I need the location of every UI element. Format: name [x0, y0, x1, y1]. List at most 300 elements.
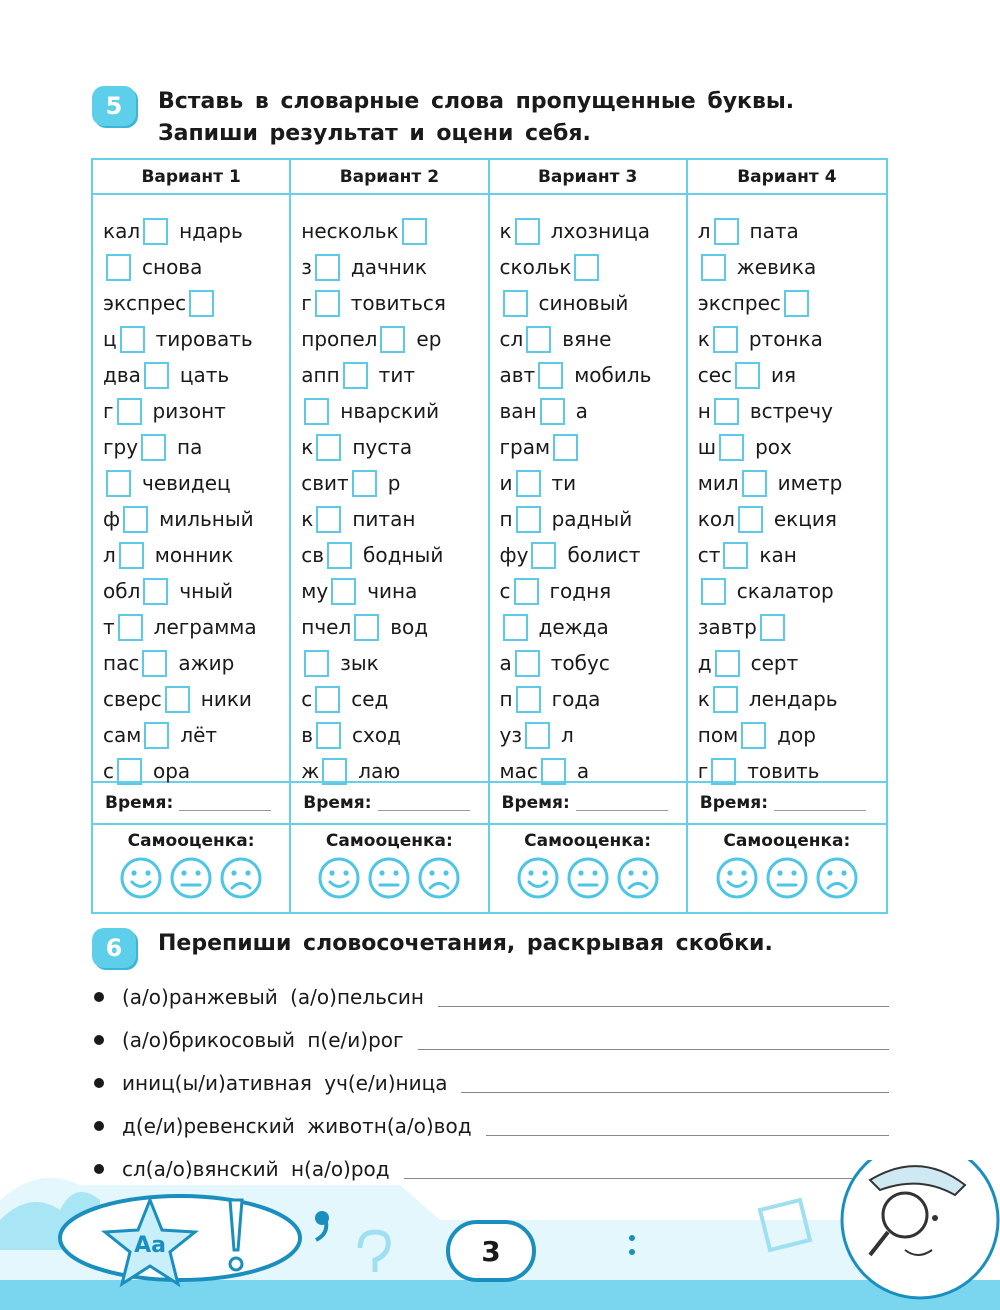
word-prefix: ц — [103, 327, 117, 351]
word-prefix: два — [103, 363, 141, 387]
word-suffix: мобиль — [574, 363, 652, 387]
missing-letter-box[interactable] — [503, 290, 528, 317]
word-prefix: пчел — [301, 615, 352, 639]
word-suffix: ия — [771, 363, 797, 387]
phrase-row — [94, 975, 889, 1018]
phrase-text: (а/о)брикосовый п(е/и)рог — [122, 1027, 404, 1052]
word-suffix: ер — [416, 327, 442, 351]
missing-letter-box[interactable] — [514, 578, 539, 605]
semicolon-icon — [629, 1235, 635, 1241]
missing-letter-box[interactable] — [304, 650, 329, 677]
word-suffix: чный — [179, 579, 234, 603]
word-prefix: д — [697, 651, 712, 675]
word-row — [500, 537, 686, 573]
word-prefix: к — [499, 219, 512, 243]
word-row — [698, 501, 886, 537]
word-list — [93, 195, 289, 783]
word-prefix: сл — [499, 327, 524, 351]
word-row — [103, 501, 289, 537]
word-row — [698, 213, 886, 249]
missing-letter-box[interactable] — [516, 686, 541, 713]
word-row — [500, 429, 686, 465]
word-prefix: уз — [499, 723, 522, 747]
word-suffix: лёт — [180, 723, 218, 747]
face-options — [715, 856, 859, 900]
word-row — [698, 573, 886, 609]
word-suffix: жевика — [736, 255, 817, 279]
word-row — [698, 609, 886, 645]
self-assessment-label: Самооценка: — [524, 831, 652, 851]
word-prefix: к — [301, 435, 314, 459]
word-row — [103, 321, 289, 357]
word-suffix: ники — [200, 687, 252, 711]
word-suffix: серт — [750, 651, 799, 675]
word-row — [103, 429, 289, 465]
missing-letter-box[interactable] — [525, 722, 550, 749]
missing-letter-box[interactable] — [316, 506, 341, 533]
self-assessment — [490, 825, 686, 912]
word-row — [103, 573, 289, 609]
word-prefix: обл — [103, 579, 141, 603]
word-prefix: т — [103, 615, 115, 639]
missing-letter-box[interactable] — [538, 362, 563, 389]
missing-letter-box[interactable] — [117, 758, 142, 785]
missing-letter-box[interactable] — [515, 218, 540, 245]
bullet-icon — [94, 1035, 104, 1045]
time-input-line[interactable] — [378, 796, 470, 811]
word-row — [103, 465, 289, 501]
word-row — [301, 393, 487, 429]
missing-letter-box[interactable] — [117, 398, 142, 425]
word-suffix: р — [387, 471, 401, 495]
word-suffix: тировать — [155, 327, 253, 351]
missing-letter-box[interactable] — [143, 218, 168, 245]
self-assessment-label: Самооценка: — [325, 831, 453, 851]
word-prefix: мас — [499, 759, 538, 783]
missing-letter-box[interactable] — [541, 758, 566, 785]
variant-title: Вариант 2 — [291, 160, 487, 195]
variant-column — [291, 160, 489, 912]
word-row — [301, 249, 487, 285]
word-suffix: цать — [179, 363, 230, 387]
missing-letter-box[interactable] — [165, 686, 190, 713]
variant-title: Вариант 4 — [688, 160, 886, 195]
word-row — [698, 321, 886, 357]
missing-letter-box[interactable] — [719, 434, 744, 461]
word-suffix: ти — [551, 471, 577, 495]
word-suffix: вод — [390, 615, 429, 639]
missing-letter-box[interactable] — [380, 326, 405, 353]
word-suffix: па — [177, 435, 203, 459]
word-suffix: скалатор — [736, 579, 834, 603]
missing-letter-box[interactable] — [714, 218, 739, 245]
variant-title: Вариант 1 — [93, 160, 289, 195]
time-label: Время: — [501, 793, 570, 813]
word-prefix: г — [301, 291, 312, 315]
word-list — [291, 195, 487, 783]
happy-face-icon[interactable] — [317, 856, 361, 900]
missing-letter-box[interactable] — [741, 722, 766, 749]
word-prefix: г — [697, 759, 709, 783]
word-row — [500, 285, 686, 321]
word-prefix: му — [301, 579, 329, 603]
word-row — [698, 249, 886, 285]
word-row — [698, 717, 886, 753]
missing-letter-box[interactable] — [701, 578, 726, 605]
missing-letter-box[interactable] — [316, 434, 341, 461]
word-row — [301, 609, 487, 645]
word-row — [500, 609, 686, 645]
word-row — [698, 465, 886, 501]
word-row — [698, 285, 886, 321]
word-prefix: апп — [301, 363, 340, 387]
word-prefix: фу — [499, 543, 529, 567]
self-assessment-label: Самооценка: — [723, 831, 851, 851]
missing-letter-box[interactable] — [118, 614, 143, 641]
word-suffix: лхозница — [550, 219, 651, 243]
word-suffix: болист — [567, 543, 641, 567]
word-row — [500, 213, 686, 249]
word-suffix: снова — [142, 255, 203, 279]
word-prefix: а — [499, 651, 512, 675]
word-prefix: сес — [697, 363, 733, 387]
word-suffix: зык — [340, 651, 379, 675]
word-prefix: кол — [697, 507, 735, 531]
word-list — [490, 195, 686, 783]
word-row — [301, 285, 487, 321]
word-row — [500, 681, 686, 717]
missing-letter-box[interactable] — [738, 506, 763, 533]
variant-column — [688, 160, 886, 912]
word-prefix: пас — [103, 651, 140, 675]
word-suffix: дачник — [350, 255, 427, 279]
time-field — [93, 783, 289, 825]
task-6-header — [92, 928, 773, 968]
word-suffix: питан — [352, 507, 416, 531]
word-suffix: тобус — [550, 651, 610, 675]
word-prefix: скольк — [499, 255, 572, 279]
variant-column — [490, 160, 688, 912]
word-suffix: ажир — [178, 651, 235, 675]
word-row — [500, 465, 686, 501]
happy-face-icon[interactable] — [119, 856, 163, 900]
word-suffix: дежда — [538, 615, 609, 639]
missing-letter-box[interactable] — [714, 398, 739, 425]
word-suffix: рох — [755, 435, 792, 459]
word-suffix: пуста — [352, 435, 413, 459]
missing-letter-box[interactable] — [553, 434, 578, 461]
word-prefix: к — [697, 327, 710, 351]
word-row — [301, 573, 487, 609]
word-prefix: с — [499, 579, 511, 603]
missing-letter-box[interactable] — [315, 290, 340, 317]
word-prefix: свит — [301, 471, 349, 495]
word-prefix: с — [301, 687, 313, 711]
missing-letter-box[interactable] — [119, 542, 144, 569]
missing-letter-box[interactable] — [143, 578, 168, 605]
word-row — [500, 717, 686, 753]
word-suffix: мильный — [159, 507, 254, 531]
missing-letter-box[interactable] — [516, 506, 541, 533]
time-label: Время: — [699, 793, 769, 813]
missing-letter-box[interactable] — [322, 758, 347, 785]
word-prefix: и — [499, 471, 513, 495]
phrase-text: сл(а/о)вянский н(а/о)род — [122, 1156, 390, 1181]
word-prefix: авт — [499, 363, 536, 387]
word-row — [301, 465, 487, 501]
missing-letter-box[interactable] — [574, 254, 599, 281]
face-options — [516, 856, 660, 900]
missing-letter-box[interactable] — [343, 362, 368, 389]
word-suffix: сед — [351, 687, 389, 711]
missing-letter-box[interactable] — [503, 614, 528, 641]
word-row — [698, 537, 886, 573]
answer-line[interactable] — [461, 1072, 889, 1093]
missing-letter-box[interactable] — [723, 542, 748, 569]
task-5-instructions — [158, 86, 794, 150]
word-row — [500, 573, 686, 609]
phrase-row — [94, 1061, 889, 1104]
word-prefix: к — [697, 687, 710, 711]
missing-letter-box[interactable] — [304, 398, 329, 425]
word-prefix: грам — [499, 435, 551, 459]
neutral-face-icon[interactable] — [566, 856, 610, 900]
missing-letter-box[interactable] — [701, 254, 726, 281]
time-field — [291, 783, 487, 825]
word-suffix: а — [575, 399, 588, 423]
word-prefix: пропел — [301, 327, 378, 351]
word-prefix: сам — [103, 723, 142, 747]
word-suffix: бодный — [363, 543, 444, 567]
missing-letter-box[interactable] — [120, 326, 145, 353]
word-row — [500, 501, 686, 537]
phrase-text: иниц(ы/и)ативная уч(е/и)ница — [122, 1070, 448, 1095]
missing-letter-box[interactable] — [784, 290, 809, 317]
word-suffix: года — [551, 687, 601, 711]
word-row — [103, 681, 289, 717]
task-number-badge: 6 — [92, 928, 136, 968]
word-suffix: л — [560, 723, 574, 747]
word-suffix: годня — [549, 579, 612, 603]
word-prefix: завтр — [697, 615, 757, 639]
word-row — [103, 357, 289, 393]
missing-letter-box[interactable] — [144, 722, 169, 749]
word-row — [500, 357, 686, 393]
word-prefix: сверс — [103, 687, 162, 711]
face-options — [317, 856, 461, 900]
badge-text: Aa — [134, 1233, 166, 1258]
answer-line[interactable] — [418, 1029, 889, 1050]
missing-letter-box[interactable] — [315, 686, 340, 713]
time-label: Время: — [105, 793, 174, 813]
missing-letter-box[interactable] — [189, 290, 214, 317]
missing-letter-box[interactable] — [516, 470, 541, 497]
missing-letter-box[interactable] — [713, 326, 738, 353]
neutral-face-icon[interactable] — [169, 856, 213, 900]
missing-letter-box[interactable] — [141, 434, 166, 461]
missing-letter-box[interactable] — [711, 758, 736, 785]
word-prefix: кал — [103, 219, 141, 243]
missing-letter-box[interactable] — [106, 470, 131, 497]
word-row — [301, 681, 487, 717]
phrase-row — [94, 1104, 889, 1147]
happy-face-icon[interactable] — [516, 856, 560, 900]
time-input-line[interactable] — [179, 796, 271, 811]
missing-letter-box[interactable] — [106, 254, 131, 281]
word-row — [301, 357, 487, 393]
word-suffix: кан — [759, 543, 797, 567]
missing-letter-box[interactable] — [760, 614, 785, 641]
word-suffix: а — [576, 759, 590, 783]
word-prefix: ван — [499, 399, 537, 423]
word-suffix: дор — [777, 723, 816, 747]
missing-letter-box[interactable] — [540, 398, 565, 425]
word-prefix: н — [697, 399, 711, 423]
task-5-title-line-1: Вставь в словарные слова пропущенные буквы. — [158, 89, 795, 114]
word-row — [103, 717, 289, 753]
word-suffix: синовый — [538, 291, 629, 315]
variant-column — [93, 160, 291, 912]
missing-letter-box[interactable] — [742, 470, 767, 497]
task-6-list — [94, 975, 889, 1190]
word-row — [103, 537, 289, 573]
word-row — [301, 213, 487, 249]
missing-letter-box[interactable] — [327, 542, 352, 569]
word-row — [103, 285, 289, 321]
missing-letter-box[interactable] — [315, 254, 340, 281]
missing-letter-box[interactable] — [123, 506, 148, 533]
word-row — [698, 645, 886, 681]
word-suffix: нварский — [340, 399, 440, 423]
missing-letter-box[interactable] — [735, 362, 760, 389]
word-suffix: лаю — [358, 759, 401, 783]
word-prefix: ст — [697, 543, 721, 567]
happy-face-icon[interactable] — [715, 856, 759, 900]
missing-letter-box[interactable] — [531, 542, 556, 569]
sad-face-icon[interactable] — [417, 856, 461, 900]
word-suffix: ндарь — [179, 219, 243, 243]
word-prefix: ш — [697, 435, 717, 459]
task-number-badge: 5 — [92, 86, 136, 126]
word-row — [103, 609, 289, 645]
word-row — [301, 429, 487, 465]
word-prefix: св — [301, 543, 325, 567]
word-suffix: чевидец — [142, 471, 231, 495]
word-prefix: з — [301, 255, 312, 279]
word-row — [500, 321, 686, 357]
bullet-icon — [94, 1078, 104, 1088]
sad-face-icon[interactable] — [219, 856, 263, 900]
word-list — [688, 195, 886, 783]
word-row — [698, 681, 886, 717]
time-field — [688, 783, 886, 825]
word-prefix: с — [103, 759, 114, 783]
bullet-icon — [94, 1121, 104, 1131]
missing-letter-box[interactable] — [402, 218, 427, 245]
word-row — [301, 321, 487, 357]
word-suffix: монник — [154, 543, 234, 567]
self-assessment — [291, 825, 487, 912]
missing-letter-box[interactable] — [316, 722, 341, 749]
time-label: Время: — [303, 793, 372, 813]
task-5-header — [92, 86, 794, 150]
missing-letter-box[interactable] — [526, 326, 551, 353]
phrase-text: д(е/и)ревенский животн(а/о)вод — [122, 1113, 472, 1138]
word-suffix: товиться — [350, 291, 446, 315]
word-suffix: ризонт — [152, 399, 226, 423]
word-prefix: экспрес — [697, 291, 781, 315]
task-6-instructions: Перепиши словосочетания, раскрывая скобки. — [158, 931, 773, 956]
word-row — [698, 357, 886, 393]
word-prefix: нескольк — [301, 219, 399, 243]
word-suffix: екция — [773, 507, 837, 531]
sad-face-icon[interactable] — [815, 856, 859, 900]
missing-letter-box[interactable] — [142, 650, 167, 677]
word-prefix: ф — [103, 507, 121, 531]
word-row — [500, 249, 686, 285]
word-prefix: л — [103, 543, 116, 567]
variant-title: Вариант 3 — [490, 160, 686, 195]
word-row — [698, 393, 886, 429]
word-prefix: к — [301, 507, 314, 531]
missing-letter-box[interactable] — [331, 578, 356, 605]
word-row — [500, 645, 686, 681]
word-row — [500, 393, 686, 429]
task-5-title-line-2: Запиши результат и оцени себя. — [158, 121, 591, 146]
word-prefix: ж — [301, 759, 320, 783]
word-suffix: леграмма — [153, 615, 257, 639]
missing-letter-box[interactable] — [715, 650, 740, 677]
word-prefix: экспрес — [103, 291, 187, 315]
neutral-face-icon[interactable] — [765, 856, 809, 900]
word-row — [301, 537, 487, 573]
answer-line[interactable] — [486, 1115, 889, 1136]
phrase-row — [94, 1018, 889, 1061]
variants-table — [91, 158, 888, 914]
word-row — [698, 429, 886, 465]
word-suffix: ора — [153, 759, 191, 783]
missing-letter-box[interactable] — [352, 470, 377, 497]
word-suffix: тит — [378, 363, 415, 387]
word-suffix: лендарь — [748, 687, 838, 711]
sad-face-icon[interactable] — [616, 856, 660, 900]
missing-letter-box[interactable] — [354, 614, 379, 641]
answer-line[interactable] — [438, 986, 889, 1007]
word-row — [103, 249, 289, 285]
self-assessment-label: Самооценка: — [127, 831, 255, 851]
word-prefix: п — [499, 687, 513, 711]
time-input-line[interactable] — [774, 796, 866, 811]
word-prefix: г — [103, 399, 114, 423]
missing-letter-box[interactable] — [144, 362, 169, 389]
word-prefix: мил — [697, 471, 739, 495]
word-suffix: пата — [749, 219, 799, 243]
word-suffix: радный — [551, 507, 633, 531]
neutral-face-icon[interactable] — [367, 856, 411, 900]
word-suffix: сход — [352, 723, 401, 747]
time-field — [490, 783, 686, 825]
word-prefix: пом — [697, 723, 739, 747]
time-input-line[interactable] — [576, 796, 668, 811]
missing-letter-box[interactable] — [713, 686, 738, 713]
word-prefix: в — [301, 723, 314, 747]
word-prefix: гру — [103, 435, 139, 459]
phrase-text: (а/о)ранжевый (а/о)пельсин — [122, 984, 424, 1009]
bullet-icon — [94, 992, 104, 1002]
word-suffix: чина — [367, 579, 418, 603]
self-assessment — [93, 825, 289, 912]
missing-letter-box[interactable] — [515, 650, 540, 677]
